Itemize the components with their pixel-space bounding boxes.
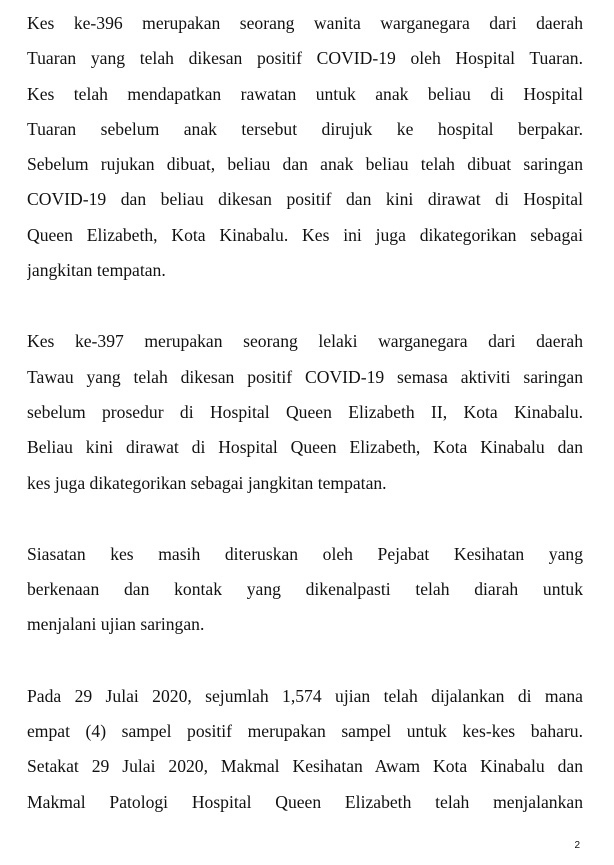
paragraph-spacer bbox=[27, 288, 583, 324]
paragraph-case-396 bbox=[27, 6, 583, 288]
paragraph-testing bbox=[27, 679, 583, 820]
paragraph-investigation bbox=[27, 537, 583, 643]
text-line: berkenaan dan kontak yang dikenalpasti telah diarah untuk bbox=[27, 579, 583, 600]
text-line: COVID-19 dan beliau dikesan positif dan kini dirawat di Hospital bbox=[27, 189, 583, 210]
text-line: empat (4) sampel positif merupakan sampel untuk kes-kes baharu. bbox=[27, 721, 583, 742]
page-number: 2 bbox=[574, 840, 580, 851]
paragraph-case-397 bbox=[27, 324, 583, 500]
text-line: Beliau kini dirawat di Hospital Queen Elizabeth, Kota Kinabalu dan bbox=[27, 437, 583, 458]
text-line: Tawau yang telah dikesan positif COVID-19 semasa aktiviti saringan bbox=[27, 366, 583, 387]
text-line: sebelum prosedur di Hospital Queen Elizabeth II, Kota Kinabalu. bbox=[27, 401, 583, 422]
text-line: Kes ke-397 merupakan seorang lelaki warganegara dari daerah bbox=[27, 331, 583, 352]
text-line: Sebelum rujukan dibuat, beliau dan anak beliau telah dibuat saringan bbox=[27, 154, 583, 175]
text-line: Kes ke-396 merupakan seorang wanita warganegara dari daerah bbox=[27, 13, 583, 33]
text-line: Tuaran yang telah dikesan positif COVID-19 oleh Hospital Tuaran. bbox=[27, 48, 583, 69]
text-line: Setakat 29 Julai 2020, Makmal Kesihatan Awam Kota Kinabalu dan bbox=[27, 756, 583, 777]
text-line: Kes telah mendapatkan rawatan untuk anak beliau di Hospital bbox=[27, 83, 583, 104]
text-line: Tuaran sebelum anak tersebut dirujuk ke hospital berpakar. bbox=[27, 118, 583, 139]
text-line: Pada 29 Julai 2020, sejumlah 1,574 ujian telah dijalankan di mana bbox=[27, 685, 583, 706]
text-line: Queen Elizabeth, Kota Kinabalu. Kes ini juga dikategorikan sebagai bbox=[27, 224, 583, 245]
paragraph-spacer bbox=[27, 643, 583, 679]
text-line: Siasatan kes masih diteruskan oleh Pejabat Kesihatan yang bbox=[27, 543, 583, 564]
paragraph-spacer bbox=[27, 501, 583, 537]
text-line: menjalani ujian saringan. bbox=[27, 614, 205, 635]
text-line: jangkitan tempatan. bbox=[27, 260, 166, 281]
document-page bbox=[27, 6, 583, 820]
text-line: Makmal Patologi Hospital Queen Elizabeth telah menjalankan bbox=[27, 791, 583, 812]
text-line: kes juga dikategorikan sebagai jangkitan tempatan. bbox=[27, 472, 387, 493]
